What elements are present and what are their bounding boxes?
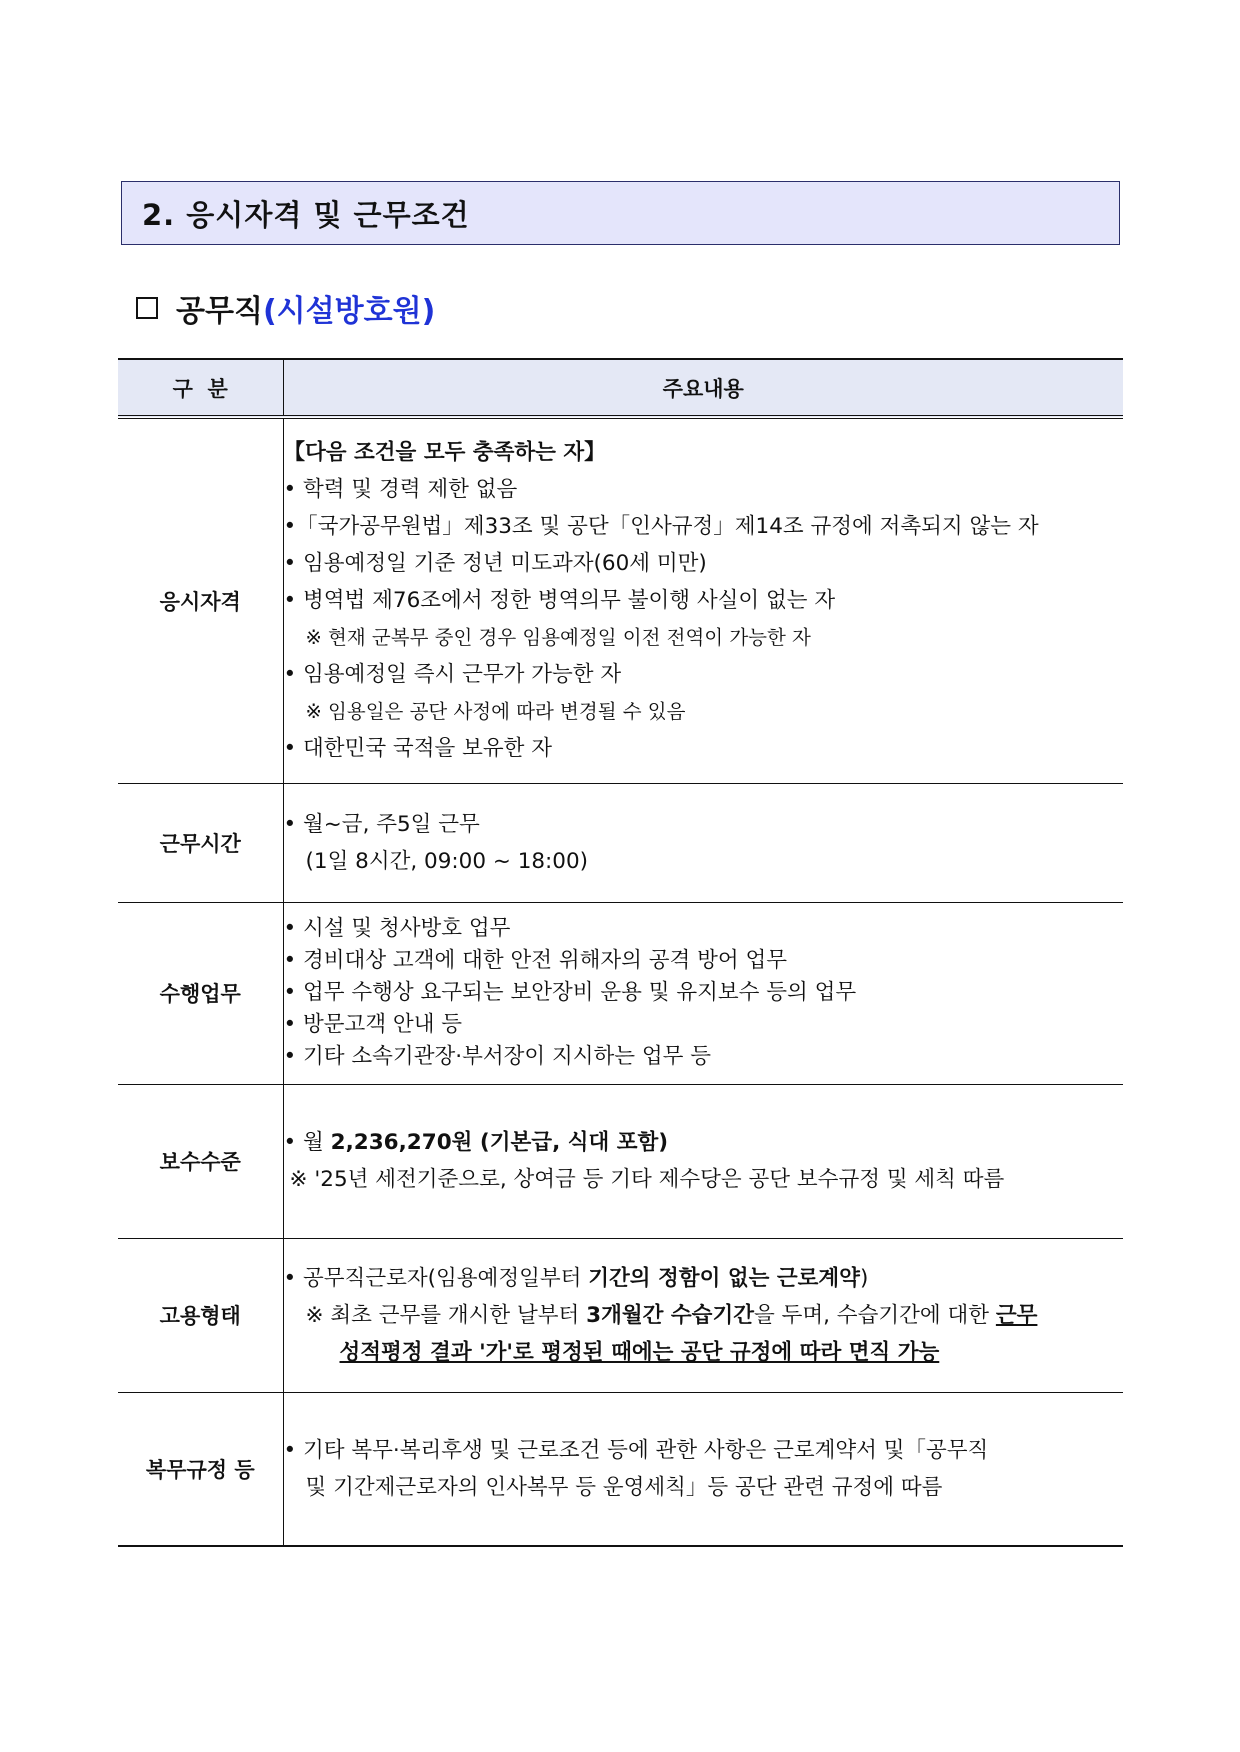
list-item: • 병역법 제76조에서 정한 병역의무 불이행 사실이 없는 자 (283, 588, 836, 614)
service-content (283, 1392, 1123, 1546)
section-title: 2. 응시자격 및 근무조건 (142, 197, 470, 232)
subheading (136, 286, 435, 330)
pay-line (284, 1124, 1124, 1161)
row-label-hours: 근무시간 (118, 783, 283, 902)
table-row (118, 417, 1123, 783)
note-text: ※ '25년 세전기준으로, 상여금 등 기타 제수당은 공단 보수규정 및 세칙 따름 (289, 1167, 1005, 1192)
list-item: • 학력 및 경력 제한 없음 (283, 477, 518, 503)
qualification-heading: 【다음 조건을 모두 충족하는 자】 (283, 440, 606, 466)
pay-amount: 2,236,270원 (기본급, 식대 포함) (330, 1130, 669, 1155)
note-emphasis: 성적평정 결과 '가'로 평정된 때에는 공단 규정에 따라 면직 가능 (339, 1339, 940, 1365)
list-item: • 시설 및 청사방호 업무 (283, 916, 511, 941)
employment-content (283, 1238, 1123, 1392)
section-title-box (121, 181, 1120, 245)
row-label-pay: 보수수준 (118, 1084, 283, 1238)
note-emphasis: 근무 (995, 1302, 1038, 1328)
list-item: • 대한민국 국적을 보유한 자 (283, 736, 552, 762)
list-item: • 방문고객 안내 등 (283, 1012, 463, 1037)
qualification-content (283, 417, 1123, 783)
header-category: 구 분 (118, 359, 283, 417)
row-label-service: 복무규정 등 (118, 1392, 283, 1546)
list-item: • 경비대상 고객에 대한 안전 위해자의 공격 방어 업무 (283, 948, 788, 973)
employment-note (284, 1297, 1124, 1334)
table-row (118, 783, 1123, 902)
subheading-paren: (시설방호원) (262, 294, 436, 329)
list-item: • 업무 수행상 요구되는 보안장비 운용 및 유지보수 등의 업무 (283, 980, 857, 1005)
note-text: ※ 현재 군복무 중인 경우 임용예정일 이전 전역이 가능한 자 (305, 626, 811, 650)
table-row (118, 902, 1123, 1084)
checkbox-square-icon (136, 297, 158, 319)
note-text: ※ 최초 근무를 개시한 날부터 (305, 1302, 587, 1328)
row-label-duties: 수행업무 (118, 902, 283, 1084)
note-text: 을 두며, 수습기간에 대한 (754, 1302, 996, 1328)
note-text: ※ 임용일은 공단 사정에 따라 변경될 수 있음 (305, 700, 686, 724)
pay-content (283, 1084, 1123, 1238)
table-row (118, 1238, 1123, 1392)
table-header-row (118, 359, 1123, 417)
employment-text: • 공무직근로자(임용예정일부터 (283, 1265, 589, 1291)
conditions-table (118, 358, 1123, 1547)
employment-line (284, 1260, 1124, 1297)
header-content: 주요내용 (283, 359, 1123, 417)
list-item: • 월~금, 주5일 근무 (283, 811, 480, 837)
list-item: •「국가공무원법」제33조 및 공단「인사규정」제14조 규정에 저촉되지 않는 자 (283, 514, 1039, 540)
list-item: • 기타 복무·복리후생 및 근로조건 등에 관한 사항은 근로계약서 및「공무직 (283, 1437, 989, 1463)
list-item-cont: 및 기간제근로자의 인사복무 등 운영세칙」등 공단 관련 규정에 따름 (305, 1474, 943, 1500)
row-label-employment: 고용형태 (118, 1238, 283, 1392)
hours-detail: (1일 8시간, 09:00 ~ 18:00) (305, 848, 589, 874)
list-item: • 임용예정일 즉시 근무가 가능한 자 (283, 662, 622, 688)
hours-content (283, 783, 1123, 902)
list-item: • 임용예정일 기준 정년 미도과자(60세 미만) (283, 551, 707, 577)
duties-content (283, 902, 1123, 1084)
subheading-text: 공무직 (176, 294, 263, 329)
probation-period: 3개월간 수습기간 (586, 1302, 754, 1328)
table-row (118, 1084, 1123, 1238)
employment-text: ) (859, 1265, 869, 1291)
employment-bold: 기간의 정함이 없는 근로계약 (588, 1265, 860, 1291)
pay-prefix: • 월 (283, 1130, 331, 1155)
list-item: • 기타 소속기관장·부서장이 지시하는 업무 등 (283, 1044, 712, 1069)
table-row (118, 1392, 1123, 1546)
row-label-qualification: 응시자격 (118, 417, 283, 783)
